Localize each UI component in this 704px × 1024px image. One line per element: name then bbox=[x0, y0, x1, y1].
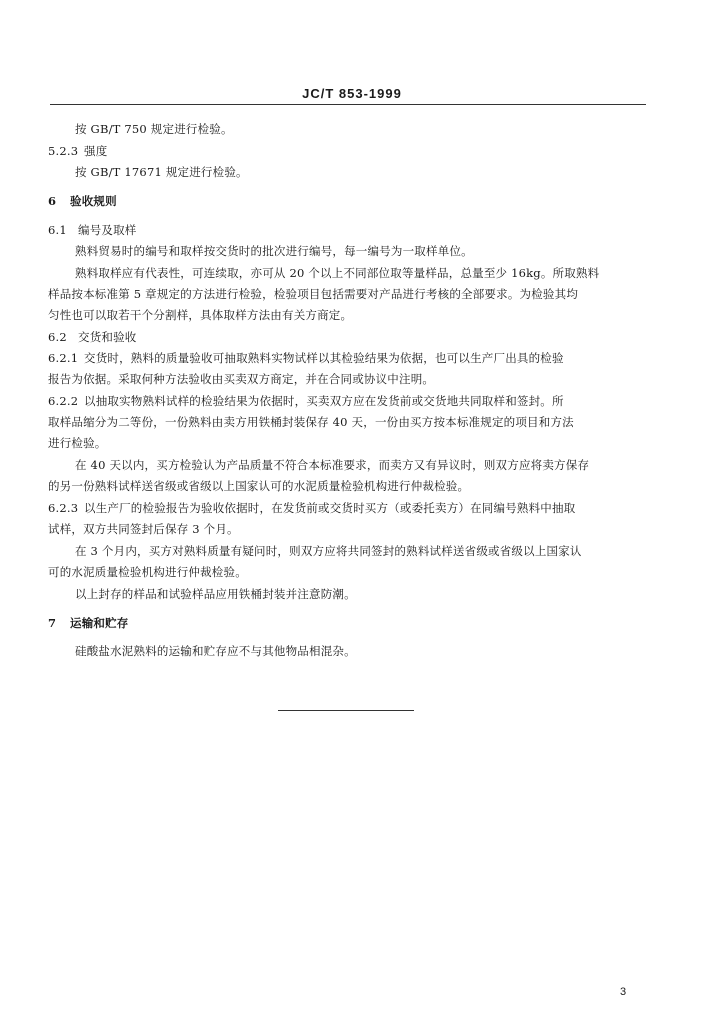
section-number: 6.2.3 bbox=[48, 501, 79, 515]
paragraph-line: 熟料取样应有代表性，可连续取，亦可从 20 个以上不同部位取等量样品，总量至少 16kg。所取熟料 bbox=[75, 266, 600, 280]
clause-6-2-2: 6.2.2 以抽取实物熟料试样的检验结果为依据时，买卖双方应在发货前或交货地共同取样和签封。所 bbox=[48, 394, 564, 408]
end-of-text-rule bbox=[278, 710, 414, 711]
section-heading-5-2-3 bbox=[48, 143, 107, 159]
clause-6-2-1: 6.2.1 交货时，熟料的质量验收可抽取熟料实物试样以其检验结果为依据，也可以生产厂出具的检验 bbox=[48, 351, 564, 365]
standard-code-header: JC/T 853-1999 bbox=[302, 86, 402, 101]
paragraph-line: 熟料贸易时的编号和取样按交货时的批次进行编号，每一编号为一取样单位。 bbox=[75, 244, 473, 258]
section-number: 5.2.3 bbox=[48, 144, 79, 158]
paragraph-line: 样品按本标准第 5 章规定的方法进行检验，检验项目包括需要对产品进行考核的全部要求。为检验其均 bbox=[48, 287, 579, 301]
section-title: 运输和贮存 bbox=[70, 616, 129, 630]
header-divider bbox=[50, 104, 646, 105]
section-heading-7 bbox=[48, 615, 129, 631]
paragraph-line: 可的水泥质量检验机构进行仲裁检验。 bbox=[48, 565, 247, 579]
section-number: 6.2.1 bbox=[48, 351, 79, 365]
clause-6-2-3: 6.2.3 以生产厂的检验报告为验收依据时，在发货前或交货时买方（或委托卖方）在同编号熟料中抽取 bbox=[48, 501, 576, 515]
section-title: 强度 bbox=[84, 144, 108, 158]
section-number: 6.1 bbox=[48, 223, 67, 237]
paragraph-line: 的另一份熟料试样送省级或省级以上国家认可的水泥质量检验机构进行仲裁检验。 bbox=[48, 479, 470, 493]
section-title: 验收规则 bbox=[70, 194, 117, 208]
section-number: 6.2.2 bbox=[48, 394, 79, 408]
section-title: 编号及取样 bbox=[78, 223, 137, 237]
paragraph-line: 在 40 天以内，买方检验认为产品质量不符合本标准要求，而卖方又有异议时，则双方应将卖方保存 bbox=[75, 458, 590, 472]
paragraph-line: 硅酸盐水泥熟料的运输和贮存应不与其他物品相混杂。 bbox=[75, 644, 356, 658]
section-number: 7 bbox=[48, 616, 57, 630]
section-heading-6-1 bbox=[48, 222, 137, 238]
paragraph-line: 进行检验。 bbox=[48, 436, 107, 450]
paragraph-line: 按 GB/T 17671 规定进行检验。 bbox=[75, 165, 248, 179]
section-number: 6 bbox=[48, 194, 57, 208]
page-number: 3 bbox=[620, 986, 627, 998]
paragraph-line: 取样品缩分为二等份，一份熟料由卖方用铁桶封装保存 40 天，一份由买方按本标准规定的项目和方法 bbox=[48, 415, 574, 429]
paragraph-line: 报告为依据。采取何种方法验收由买卖双方商定，并在合同或协议中注明。 bbox=[48, 372, 435, 386]
section-title: 交货和验收 bbox=[78, 330, 137, 344]
paragraph-line: 按 GB/T 750 规定进行检验。 bbox=[75, 122, 233, 136]
paragraph-line: 以上封存的样品和试验样品应用铁桶封装并注意防潮。 bbox=[75, 587, 356, 601]
section-number: 6.2 bbox=[48, 330, 67, 344]
paragraph-line: 试样，双方共同签封后保存 3 个月。 bbox=[48, 522, 239, 536]
section-heading-6-2 bbox=[48, 329, 137, 345]
section-heading-6 bbox=[48, 193, 117, 209]
paragraph-line: 匀性也可以取若干个分割样，具体取样方法由有关方商定。 bbox=[48, 308, 353, 322]
paragraph-line: 在 3 个月内，买方对熟料质量有疑问时，则双方应将共同签封的熟料试样送省级或省级以上国家认 bbox=[75, 544, 582, 558]
